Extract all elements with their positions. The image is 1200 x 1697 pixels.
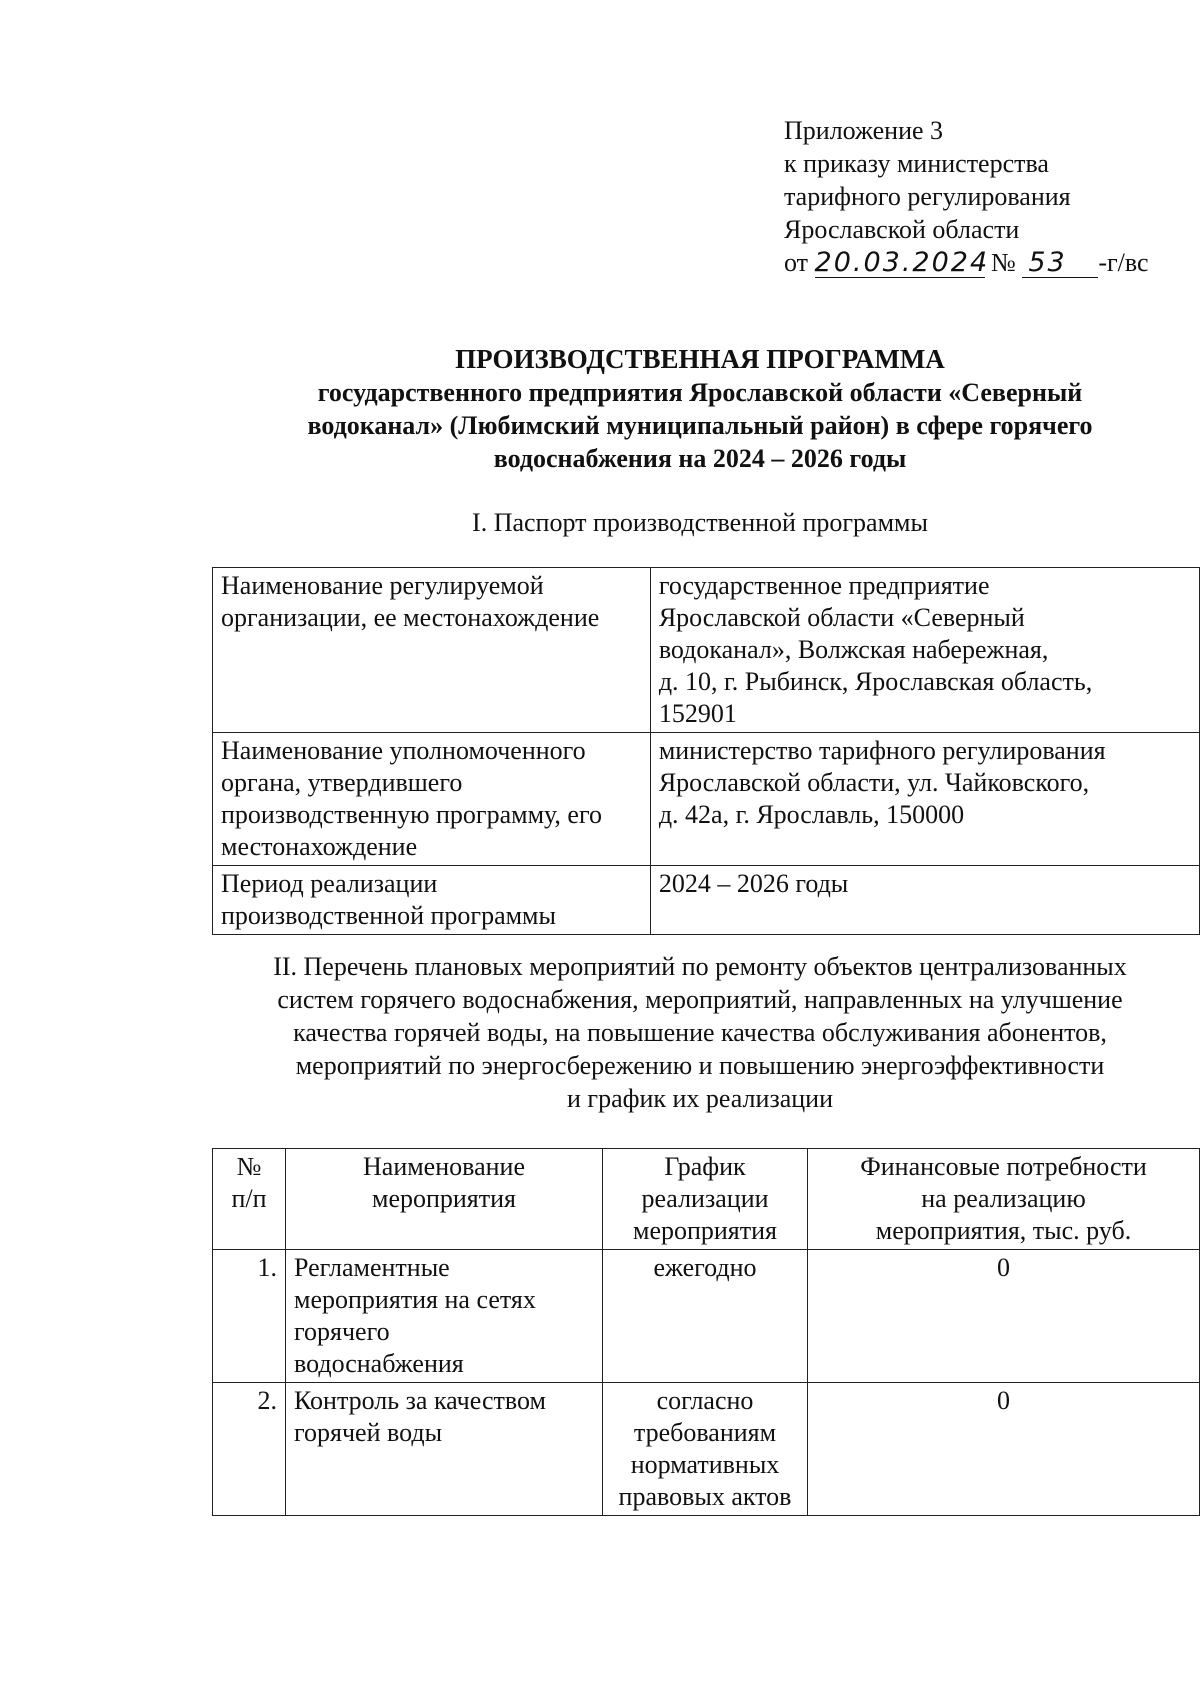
heading-line: систем горячего водоснабжения, мероприятий, направленных на улучшение [277,985,1123,1014]
passport-table [212,567,1200,935]
table-row [213,866,1200,935]
cell-line: Ярославской области, ул. Чайковского, [658,768,1090,797]
order-reference [784,246,1149,279]
cell-line: государственное предприятие [658,571,990,600]
cell-line: горячего [294,1317,390,1346]
cell-line: мероприятия [371,1184,516,1213]
cell-line: мероприятия, тыс. руб. [875,1216,1132,1245]
row-number: 2. [213,1383,286,1516]
order-number-sign: № [991,248,1016,277]
passport-label-cell [213,568,651,733]
cell-line: График [664,1152,746,1181]
cell-line: п/п [231,1184,267,1213]
cell-line: местонахождение [221,832,418,861]
order-prefix: от [784,248,809,277]
row-name [286,1250,603,1383]
cell-line: Наименование регулируемой [221,571,544,600]
row-finance: 0 [808,1383,1200,1516]
cell-line: мероприятия [632,1216,777,1245]
cell-line: на реализацию [921,1184,1086,1213]
appendix-line: Приложение 3 [784,116,944,145]
order-date-handwritten: 20.03.2024 [814,247,990,278]
cell-line: ежегодно [653,1253,757,1282]
appendix-line: Ярославской области [784,215,1020,244]
table-row [213,1383,1200,1516]
cell-line: Наименование уполномоченного [221,736,586,765]
cell-line: Наименование [363,1152,525,1181]
passport-label-cell [213,866,651,935]
table-row [213,1250,1200,1383]
row-number: 1. [213,1250,286,1383]
cell-line: организации, ее местонахождение [221,603,600,632]
cell-line: производственную программу, его [221,800,602,829]
cell-line: министерство тарифного регулирования [658,736,1106,765]
cell-line: реализации [641,1184,769,1213]
column-header-finance [808,1149,1200,1250]
row-schedule [603,1383,808,1516]
cell-line: Ярославской области «Северный [658,603,1025,632]
cell-line: д. 10, г. Рыбинск, Ярославская область, [658,667,1093,696]
cell-line: водоснабжения [294,1349,464,1378]
cell-line: горячей воды [294,1418,443,1447]
cell-line: Регламентные [294,1253,450,1282]
heading-line: мероприятий по энергосбережению и повышению энергоэффективности [295,1051,1105,1080]
appendix-header [784,114,1149,279]
cell-line: производственной программы [221,901,556,930]
order-suffix: -г/вс [1098,248,1149,277]
heading-line: II. Перечень плановых мероприятий по ремонту объектов централизованных [273,952,1127,981]
section1-heading: I. Паспорт производственной программы [472,508,928,537]
column-header-name [286,1149,603,1250]
document-title [200,343,1200,475]
order-number-handwritten: 53 [1022,249,1098,278]
passport-label-cell [213,733,651,866]
cell-line: согласно [656,1386,754,1415]
row-name [286,1383,603,1516]
table-row [213,733,1200,866]
cell-line: мероприятия на сетях [294,1285,536,1314]
appendix-line: к приказу министерства [784,149,1049,178]
heading-line: качества горячей воды, на повышение качества обслуживания абонентов, [293,1018,1107,1047]
cell-line: нормативных [630,1450,780,1479]
table-row [213,568,1200,733]
cell-line: Период реализации [221,869,438,898]
cell-line: требованиям [633,1418,777,1447]
passport-value-cell [650,568,1199,733]
title-main: ПРОИЗВОДСТВЕННАЯ ПРОГРАММА [455,344,945,374]
cell-line: 152901 [658,699,737,728]
passport-value-cell [650,866,1199,935]
row-schedule [603,1250,808,1383]
column-header-number [213,1149,286,1250]
title-line: водоканал» (Любимский муниципальный район) в сфере горячего [307,411,1093,440]
table-header-row [213,1149,1200,1250]
row-finance: 0 [808,1250,1200,1383]
cell-line: 2024 – 2026 годы [658,869,849,898]
cell-line: Финансовые потребности [860,1152,1147,1181]
section2-heading [200,950,1200,1115]
heading-line: и график их реализации [567,1084,833,1113]
cell-line: д. 42а, г. Ярославль, 150000 [658,800,965,829]
title-line: водоснабжения на 2024 – 2026 годы [493,444,907,473]
plan-table [212,1148,1200,1516]
cell-line: правовых актов [618,1482,792,1511]
title-line: государственного предприятия Ярославской области «Северный [317,378,1083,407]
cell-line: № [236,1152,262,1181]
cell-line: органа, утвердившего [221,768,463,797]
column-header-schedule [603,1149,808,1250]
appendix-line: тарифного регулирования [784,182,1071,211]
cell-line: Контроль за качеством [294,1386,546,1415]
passport-value-cell [650,733,1199,866]
cell-line: водоканал», Волжская набережная, [658,635,1049,664]
